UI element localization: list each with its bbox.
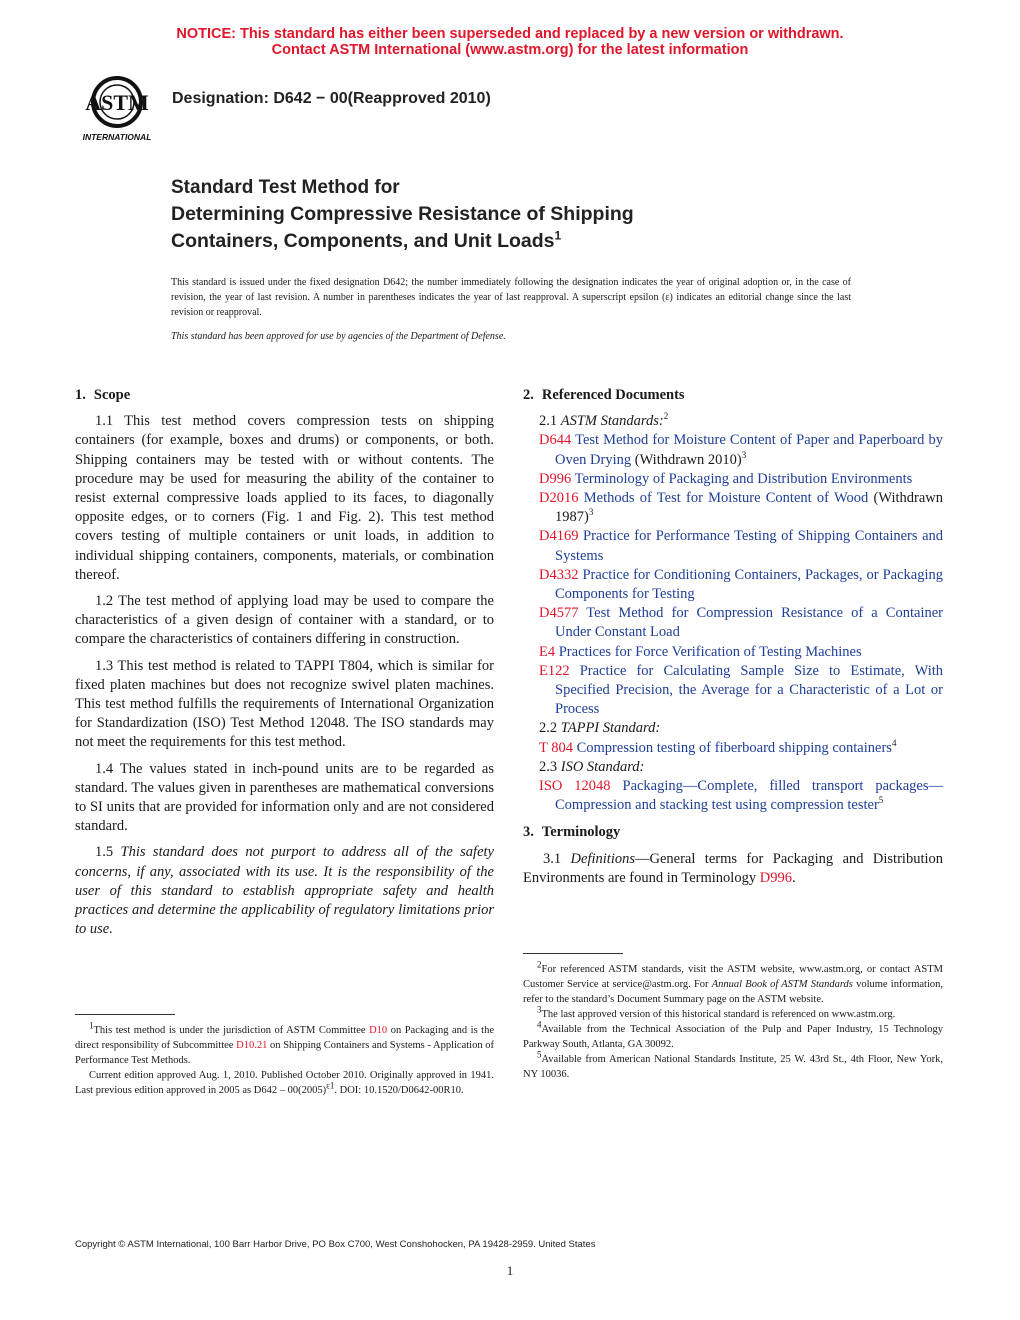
- scope-para-1-5: 1.5 This standard does not purport to address all of the safety concerns, if any, associated with its use. It is the responsibility of the user of this standard to establish appropriate safety and health practices and determine the applicability of regulatory limitations prior to use.: [75, 844, 494, 938]
- title-line-3: Containers, Components, and Unit Loads: [171, 230, 555, 252]
- ref-d2016[interactable]: D2016 Methods of Test for Moisture Content of Wood (Withdrawn 1987)$^3$: [539, 490, 943, 526]
- link-d10[interactable]: D10: [369, 1025, 388, 1036]
- link-d10-21[interactable]: D10.21: [236, 1040, 268, 1051]
- ref-e4[interactable]: E4 Practices for Force Verification of Testing Machines: [539, 643, 862, 660]
- ref-d4169[interactable]: D4169 Practice for Performance Testing of Shipping Containers and Systems: [539, 528, 944, 564]
- ref-d996[interactable]: D996 Terminology of Packaging and Distribution Environments: [539, 470, 913, 487]
- refs-heading: 2. Referenced Documents: [523, 387, 685, 403]
- page-number: 1: [506, 1263, 514, 1278]
- copyright: Copyright © ASTM International, 100 Barr Harbor Drive, PO Box C700, West Conshohocken, PA 19428-2959. United States: [75, 1239, 596, 1250]
- footnotes-right: [523, 959, 943, 1082]
- footnote-divider-right: [523, 953, 623, 954]
- left-column: [75, 386, 494, 946]
- title-line-1: Standard Test Method for: [171, 177, 400, 198]
- footnote-1: $^1$This test method is under the jurisdiction of ASTM Committee D10 on Packaging and is the direct responsibility of Subcommittee D10.21 on Shipping Containers and Systems - Application of Performance Test Methods.: [75, 1020, 495, 1066]
- scope-para-1-2: 1.2 The test method of applying load may be used to compare the characteristics of a given design of container with a standard, or to compare the characteristics of containers differing in construction.: [75, 593, 494, 648]
- footnote-1-edition: Current edition approved Aug. 1, 2010. Published October 2010. Originally approved in 1941. Last previous edition approved in 2005 as $D642 - 00(2005)^{\varepsilon 1}$. DOI: 10.1520/D0642-00R10.: [75, 1070, 494, 1096]
- ref-iso-12048[interactable]: ISO 12048 Packaging—Complete, filled transport packages—Compression and stacking test using compression tester$^5$: [539, 778, 943, 814]
- notice-line-2: Contact ASTM International (www.astm.org) for the latest information: [271, 42, 749, 58]
- logo-mark: ASTM: [85, 90, 149, 115]
- ref-d644[interactable]: D644 Test Method for Moisture Content of Paper and Paperboard by Oven Drying (Withdrawn 2010)$^3$: [539, 432, 944, 468]
- document-title: [171, 174, 811, 255]
- notice-line-1: NOTICE: This standard has either been superseded and replaced by a new version or withdrawn.: [176, 26, 844, 42]
- dod-note: This standard has been approved for use by agencies of the Department of Defense.: [171, 331, 506, 342]
- scope-para-1-1: 1.1 This test method covers compression tests on shipping containers (for example, boxes and drums) or components, or both. Shipping containers may be tested with or without contents. The procedure may be used for measuring the ability of the container to resist external compressive loads applied to its faces, to diagonally opposite edges, or to corners (Fig. 1 and Fig. 2). This test method covers testing of multiple containers or unit loads, in addition to individual shipping containers, components, materials, or combination thereof.: [75, 413, 494, 583]
- designation: Designation: D642 − 00(Reapproved 2010): [172, 90, 491, 107]
- astm-logo-icon: [74, 74, 160, 144]
- footnote-5: $^5$Available from American National Standards Institute, 25 W. 43rd St., 4th Floor, New York, NY 10036.: [523, 1049, 943, 1080]
- footnote-2: $^2$For referenced ASTM standards, visit the ASTM website, www.astm.org, or contact ASTM Customer Service at service@astm.org. For Annual Book of ASTM Standards volume information, refer to the standard’s Document Summary page on the ASTM website.: [523, 959, 943, 1005]
- ref-d4332[interactable]: D4332 Practice for Conditioning Containers, Packages, or Packaging Components for Testing: [539, 566, 943, 603]
- scope-para-1-3: 1.3 This test method is related to TAPPI T804, which is similar for fixed platen machines but does not recognize swivel platen machines. This test method fulfills the requirements of International Organization for Standardization (ISO) Test Method 12048. The ISO standards may not meet the requirements for this test method.: [75, 657, 494, 751]
- terminology-para-3-1: 3.1 Definitions—General terms for Packaging and Distribution Environments are found in Terminology D996.: [523, 850, 943, 886]
- terminology-heading: 3. Terminology: [523, 824, 621, 841]
- footnotes-left: [75, 1020, 495, 1098]
- astm-ref-list: [523, 431, 943, 719]
- tappi-standard-heading: 2.2 TAPPI Standard:: [539, 720, 661, 737]
- withdrawal-notice: [0, 26, 1020, 58]
- link-d996[interactable]: D996: [759, 869, 792, 886]
- right-column: [523, 386, 943, 895]
- footnote-divider-left: [75, 1014, 175, 1015]
- astm-standards-heading: 2.1 ASTM Standards:$^2$: [539, 411, 669, 430]
- title-line-2: Determining Compressive Resistance of Shipping: [171, 203, 634, 225]
- iso-standard-heading: 2.3 ISO Standard:: [539, 758, 645, 775]
- astm-logo: [74, 74, 160, 144]
- ref-t804[interactable]: T 804 Compression testing of fiberboard shipping containers$^4$: [539, 737, 897, 756]
- footnote-3: $^3$The last approved version of this historical standard is referenced on www.astm.org.: [537, 1004, 896, 1020]
- ref-d4577[interactable]: D4577 Test Method for Compression Resistance of a Container Under Constant Load: [539, 605, 943, 641]
- ref-e122[interactable]: E122 Practice for Calculating Sample Size to Estimate, With Specified Precision, the Average for a Characteristic of a Lot or Process: [539, 662, 943, 718]
- intro-note: This standard is issued under the fixed designation D642; the number immediately following the designation indicates the year of original adoption or, in the case of revision, the year of last revision. A number in parentheses indicates the year of last reapproval. A superscript epsilon (ε) indicates an editorial change since the last revision or reapproval.: [171, 277, 851, 318]
- scope-heading: 1. Scope: [75, 387, 131, 403]
- title-footnote-mark: 1: [554, 228, 562, 243]
- scope-para-1-4: 1.4 The values stated in inch-pound units are to be regarded as standard. The values given in parentheses are mathematical conversions to SI units that are provided for information only and are not considered standard.: [75, 760, 494, 835]
- footnote-4: $^4$Available from the Technical Association of the Pulp and Paper Industry, 15 Technology Parkway South, Atlanta, GA 30092.: [523, 1019, 943, 1050]
- logo-label: INTERNATIONAL: [82, 132, 152, 142]
